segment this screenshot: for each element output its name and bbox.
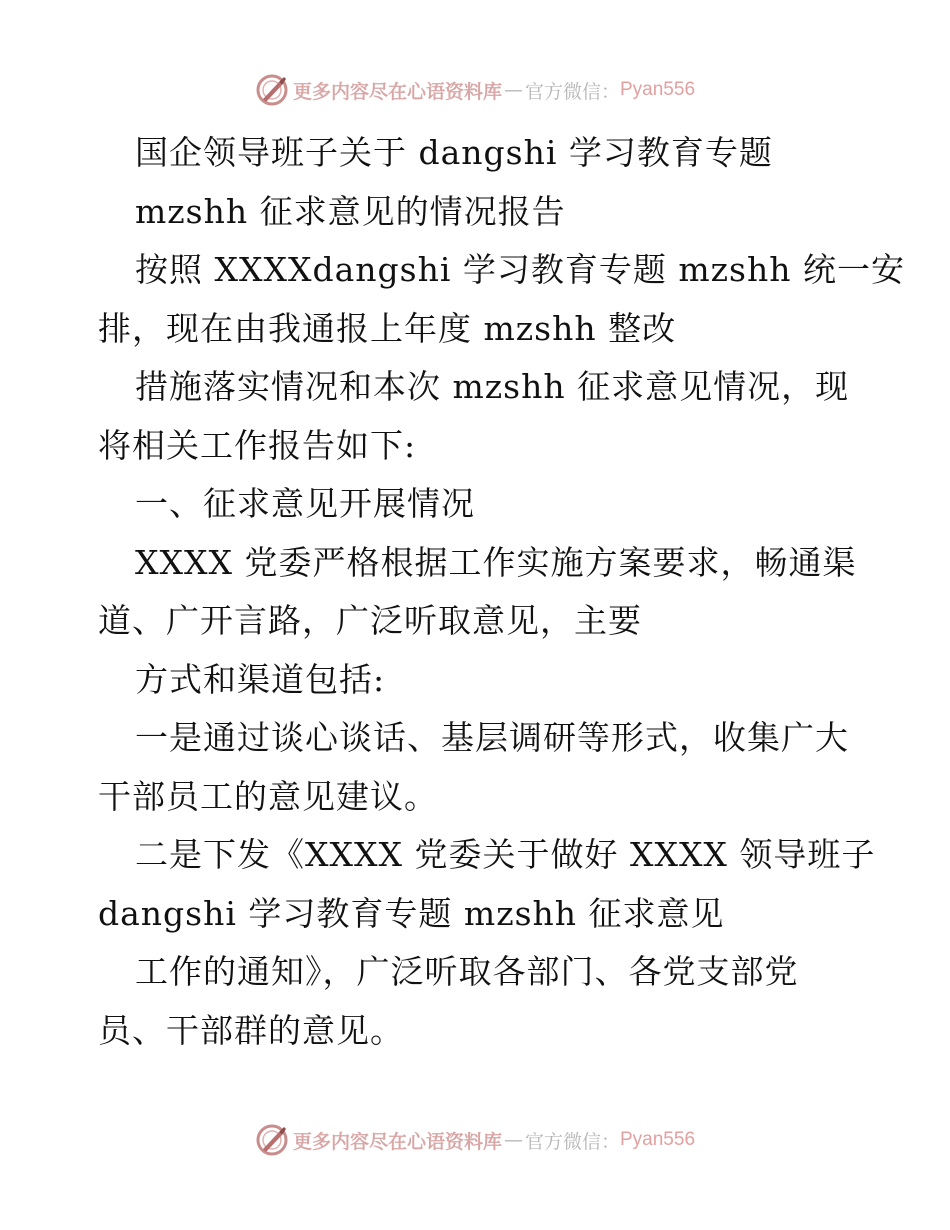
watermark-wechat-label: 官方微信： (524, 80, 620, 103)
document-title-line-2: mzshh 征求意见的情况报告 (135, 191, 566, 231)
pen-seal-icon (255, 73, 289, 107)
paragraph-line: 方式和渠道包括: (135, 659, 386, 699)
paragraph-line: 工作的通知》，广泛听取各部门、各党支部党 (135, 952, 799, 991)
paragraph-line: dangshi 学习教育专题 mzshh 征求意见 (98, 893, 725, 933)
paragraph-line: 二是下发《XXXX 党委关于做好 XXXX 领导班子 (135, 835, 876, 874)
watermark-handle: Pyan556 (620, 1129, 696, 1150)
paragraph-line: XXXX 党委严格根据工作实施方案要求，畅通渠 (135, 542, 857, 582)
paragraph-line: 员、干部群的意见。 (98, 1010, 404, 1050)
pen-seal-icon (255, 1123, 289, 1157)
footer-watermark (0, 1120, 950, 1160)
paragraph-line: 干部员工的意见建议。 (98, 776, 438, 816)
paragraph-line: 排，现在由我通报上年度 mzshh 整改 (98, 308, 677, 348)
watermark-handle: Pyan556 (620, 79, 696, 100)
paragraph-line: 一是通过谈心谈话、基层调研等形式，收集广大 (135, 718, 849, 757)
paragraph-line: 将相关工作报告如下: (98, 425, 417, 465)
watermark-promo-text: 更多内容尽在心语资料库 (292, 1130, 502, 1153)
paragraph-line: 措施落实情况和本次 mzshh 征求意见情况，现 (135, 367, 850, 406)
watermark-dash: — (503, 79, 523, 101)
watermark-promo-text: 更多内容尽在心语资料库 (292, 80, 502, 103)
watermark-dash: — (503, 1129, 523, 1151)
paragraph-line: 道、广开言路，广泛听取意见，主要 (98, 601, 642, 640)
section-heading: 一、征求意见开展情况 (135, 484, 475, 523)
header-watermark (0, 70, 950, 110)
watermark-wechat-label: 官方微信： (524, 1130, 620, 1153)
document-body (98, 124, 905, 1060)
paragraph-line: 按照 XXXXdangshi 学习教育专题 mzshh 统一安 (135, 250, 905, 289)
document-title-line-1: 国企领导班子关于 dangshi 学习教育专题 (135, 133, 773, 172)
